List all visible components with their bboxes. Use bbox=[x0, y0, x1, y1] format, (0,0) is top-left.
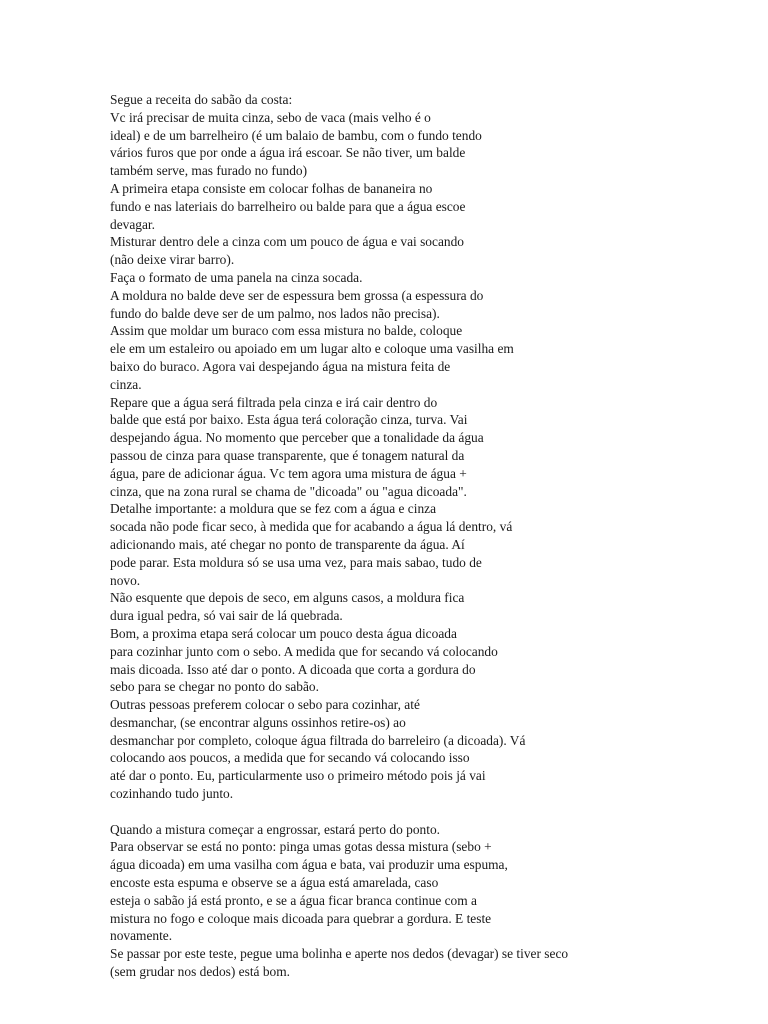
document-body bbox=[110, 91, 670, 981]
text-line: colocando aos poucos, a medida que for secando vá colocando isso bbox=[110, 750, 470, 766]
paragraph-break bbox=[110, 803, 670, 821]
text-line: ele em um estaleiro ou apoiado em um lugar alto e coloque uma vasilha em bbox=[110, 341, 514, 357]
text-line: Faça o formato de uma panela na cinza socada. bbox=[110, 269, 363, 285]
text-line: Vc irá precisar de muita cinza, sebo de vaca (mais velho é o bbox=[110, 109, 431, 125]
text-line: balde que está por baixo. Esta água terá coloração cinza, turva. Vai bbox=[110, 412, 468, 428]
text-line: (não deixe virar barro). bbox=[110, 252, 235, 268]
text-line: Repare que a água será filtrada pela cinza e irá cair dentro do bbox=[110, 394, 438, 410]
text-line: água, pare de adicionar água. Vc tem agora uma mistura de água + bbox=[110, 465, 467, 481]
text-line: Segue a receita do sabão da costa: bbox=[110, 92, 293, 107]
text-line: novo. bbox=[110, 572, 141, 588]
text-line: mistura no fogo e coloque mais dicoada para quebrar a gordura. E teste bbox=[110, 910, 492, 926]
text-line: para cozinhar junto com o sebo. A medida que for secando vá colocando bbox=[110, 643, 498, 659]
text-line: adicionando mais, até chegar no ponto de transparente da água. Aí bbox=[110, 536, 465, 552]
text-line: esteja o sabão já está pronto, e se a água ficar branca continue com a bbox=[110, 892, 477, 908]
text-line: até dar o ponto. Eu, particularmente uso o primeiro método pois já vai bbox=[110, 768, 486, 784]
text-line: Detalhe importante: a moldura que se fez com a água e cinza bbox=[110, 501, 437, 517]
text-line: novamente. bbox=[110, 928, 173, 944]
text-line: Não esquente que depois de seco, em alguns casos, a moldura fica bbox=[110, 590, 465, 606]
text-line: cinza. bbox=[110, 376, 142, 392]
text-line: socada não pode ficar seco, à medida que for acabando a água lá dentro, vá bbox=[110, 519, 513, 535]
text-line: A primeira etapa consiste em colocar folhas de bananeira no bbox=[110, 180, 433, 196]
text-line: água dicoada) em uma vasilha com água e bata, vai produzir uma espuma, bbox=[110, 857, 508, 873]
text-line: fundo e nas lateriais do barrelheiro ou balde para que a água escoe bbox=[110, 198, 466, 214]
text-line: Misturar dentro dele a cinza com um pouco de água e vai socando bbox=[110, 234, 464, 250]
text-line: também serve, mas furado no fundo) bbox=[110, 163, 308, 179]
text-line: Para observar se está no ponto: pinga umas gotas dessa mistura (sebo + bbox=[110, 839, 492, 855]
text-line: sebo para se chegar no ponto do sabão. bbox=[110, 679, 319, 695]
text-line: pode parar. Esta moldura só se usa uma vez, para mais sabao, tudo de bbox=[110, 554, 482, 570]
text-line: baixo do buraco. Agora vai despejando água na mistura feita de bbox=[110, 358, 451, 374]
text-line: passou de cinza para quase transparente, que é tonagem natural da bbox=[110, 447, 465, 463]
text-line: desmanchar, (se encontrar alguns ossinhos retire-os) ao bbox=[110, 714, 406, 730]
text-line: desmanchar por completo, coloque água filtrada do barreleiro (a dicoada). Vá bbox=[110, 732, 526, 748]
text-line: cozinhando tudo junto. bbox=[110, 786, 234, 802]
text-line: vários furos que por onde a água irá escoar. Se não tiver, um balde bbox=[110, 145, 466, 161]
text-line: Assim que moldar um buraco com essa mistura no balde, coloque bbox=[110, 323, 463, 339]
text-line: ideal) e de um barrelheiro (é um balaio de bambu, com o fundo tendo bbox=[110, 127, 482, 143]
text-line: encoste esta espuma e observe se a água está amarelada, caso bbox=[110, 875, 439, 891]
text-line: mais dicoada. Isso até dar o ponto. A dicoada que corta a gordura do bbox=[110, 661, 476, 677]
text-line: A moldura no balde deve ser de espessura bem grossa (a espessura do bbox=[110, 287, 484, 303]
text-line: despejando água. No momento que perceber que a tonalidade da água bbox=[110, 430, 484, 446]
text-line: Outras pessoas preferem colocar o sebo para cozinhar, até bbox=[110, 697, 420, 713]
text-line: Se passar por este teste, pegue uma bolinha e aperte nos dedos (devagar) se tiver seco bbox=[110, 946, 569, 962]
text-line: fundo do balde deve ser de um palmo, nos lados não precisa). bbox=[110, 305, 440, 321]
text-line: (sem grudar nos dedos) está bom. bbox=[110, 964, 290, 980]
text-line: dura igual pedra, só vai sair de lá quebrada. bbox=[110, 608, 343, 624]
text-line: Quando a mistura começar a engrossar, estará perto do ponto. bbox=[110, 821, 441, 837]
text-line: devagar. bbox=[110, 216, 155, 232]
text-line: cinza, que na zona rural se chama de "dicoada" ou "agua dicoada". bbox=[110, 483, 467, 499]
text-line: Bom, a proxima etapa será colocar um pouco desta água dicoada bbox=[110, 625, 457, 641]
